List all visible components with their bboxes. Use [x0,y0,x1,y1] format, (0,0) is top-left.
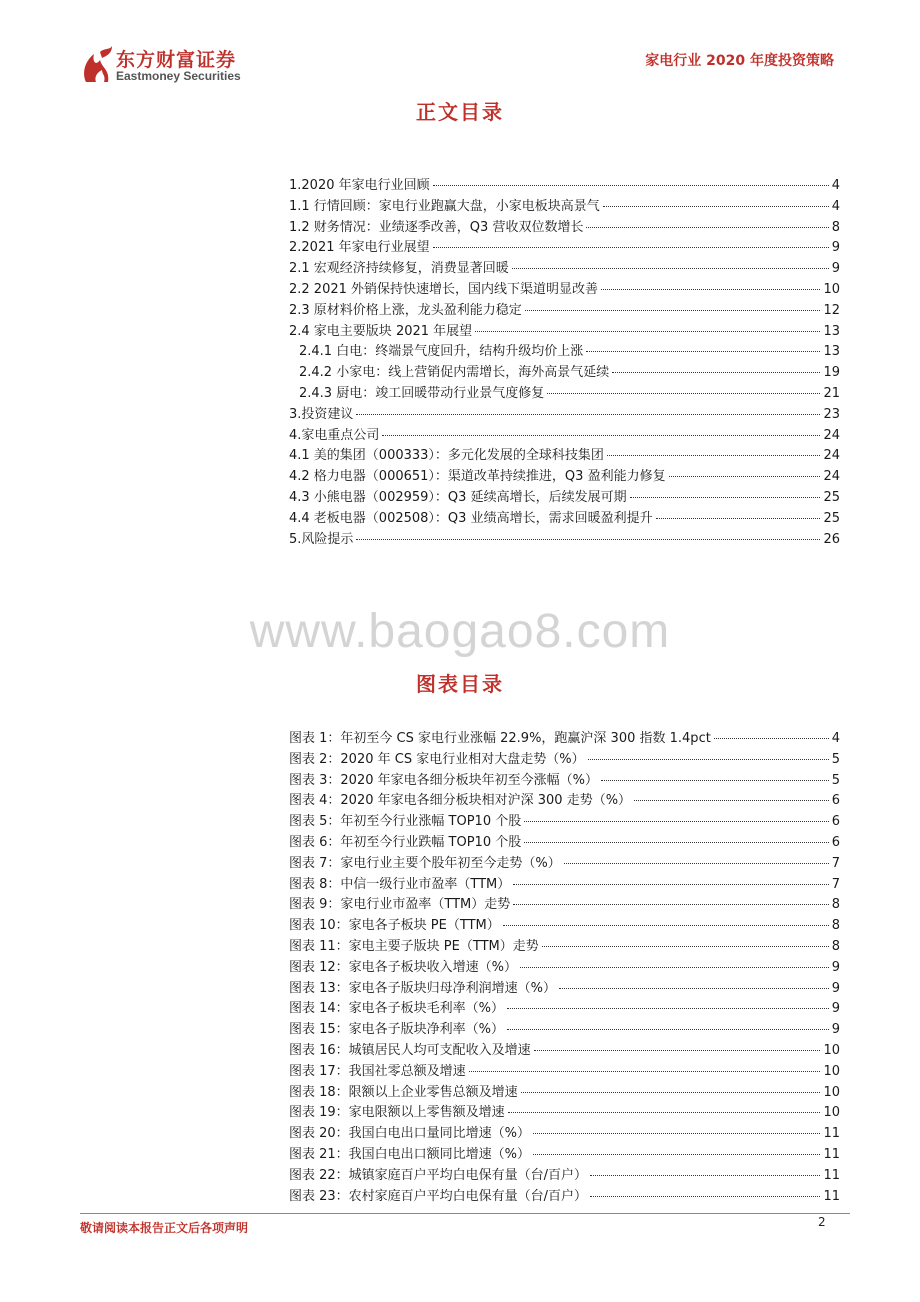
toc-entry-page: 21 [823,385,840,401]
toc-entry-text: 图表 16：城镇居民人均可支配收入及增速 [289,1042,531,1058]
toc-entry[interactable] [289,729,840,750]
toc-entry-page: 7 [831,855,840,871]
toc-entry-page: 24 [823,469,840,485]
page-header [0,0,920,100]
toc-entry-text: 2.4.2 小家电：线上营销促内需增长，海外高景气延续 [299,365,610,381]
toc-dot-leader [630,497,821,498]
toc-dot-leader [607,455,821,456]
toc-entry-page: 7 [831,876,840,892]
toc-entry[interactable] [289,958,840,979]
toc-entry[interactable] [289,979,840,1000]
toc-dot-leader [433,185,829,186]
toc-dot-leader [547,393,820,394]
toc-dot-leader [542,946,829,947]
toc-entry[interactable] [289,426,840,447]
eastmoney-logo [80,44,270,90]
content-toc-title: 正文目录 [416,100,504,124]
chart-toc-title: 图表目录 [416,672,504,696]
toc-entry-text: 图表 2：2020 年 CS 家电行业相对大盘走势（%） [289,751,585,767]
toc-entry-text: 2.4.1 白电：终端景气度回升，结构升级均价上涨 [299,344,584,360]
toc-dot-leader [524,821,828,822]
toc-entry-text: 图表 18：限额以上企业零售总额及增速 [289,1084,518,1100]
toc-entry-text: 2.3 原材料价格上涨，龙头盈利能力稳定 [289,302,522,318]
toc-entry-text: 图表 8：中信一级行业市盈率（TTM） [289,876,511,892]
toc-entry-page: 24 [823,448,840,464]
toc-entry-page: 9 [831,1001,840,1017]
toc-entry-page: 8 [831,219,840,235]
toc-dot-leader [507,1008,829,1009]
toc-entry[interactable] [289,750,840,771]
toc-entry-page: 24 [823,427,840,443]
toc-entry[interactable] [289,875,840,896]
toc-dot-leader [586,351,820,352]
chart-toc [289,729,840,1207]
toc-entry-text: 图表 1：年初至今 CS 家电行业涨幅 22.9%，跑赢沪深 300 指数 1.4pct [289,731,711,746]
toc-entry-text: 图表 15：家电各子版块净利率（%） [289,1022,505,1038]
toc-dot-leader [469,1071,821,1072]
toc-dot-leader [656,518,821,519]
disclaimer-note: 敬请阅读本报告正文后各项声明 [80,1221,249,1235]
toc-dot-leader [669,476,821,477]
toc-entry[interactable] [289,238,840,259]
toc-entry-text: 1.1 行情回顾：家电行业跑赢大盘，小家电板块高景气 [289,198,600,214]
toc-entry-text: 图表 21：我国白电出口额同比增速（%） [289,1146,531,1162]
toc-entry[interactable] [289,791,840,812]
toc-entry[interactable] [289,1041,840,1062]
toc-entry[interactable] [289,509,840,530]
toc-entry-page: 13 [823,344,840,360]
toc-entry[interactable] [289,833,840,854]
toc-entry[interactable] [289,1062,840,1083]
toc-entry[interactable] [289,1187,840,1208]
toc-entry-text: 2.4.3 厨电：竣工回暖带动行业景气度修复 [299,385,545,401]
toc-entry[interactable] [289,176,840,197]
toc-entry-page: 4 [831,198,840,214]
toc-dot-leader [588,759,829,760]
toc-entry[interactable] [289,1124,840,1145]
toc-entry[interactable] [289,1145,840,1166]
toc-dot-leader [513,884,828,885]
content-toc [289,176,840,550]
toc-entry-text: 图表 5：年初至今行业涨幅 TOP10 个股 [289,814,522,830]
toc-entry-page: 26 [823,531,840,547]
toc-dot-leader [503,925,829,926]
toc-entry-text: 5.风险提示 [289,531,354,547]
toc-entry-text: 图表 13：家电各子版块归母净利润增速（%） [289,980,557,996]
toc-entry-text: 1.2 财务情况：业绩逐季改善，Q3 营收双位数增长 [289,219,584,235]
toc-dot-leader [356,414,820,415]
toc-entry-text: 图表 11：家电主要子版块 PE（TTM）走势 [289,938,539,954]
toc-entry-text: 2.2 2021 外销保持快速增长，国内线下渠道明显改善 [289,281,599,297]
toc-entry-page: 9 [831,1022,840,1038]
toc-entry-page: 25 [823,489,840,505]
toc-entry-text: 2.1 宏观经济持续修复，消费显著回暖 [289,261,509,277]
toc-dot-leader [533,1133,820,1134]
toc-dot-leader [559,988,829,989]
toc-entry[interactable] [289,999,840,1020]
toc-entry[interactable] [289,301,840,322]
toc-dot-leader [586,227,828,228]
toc-entry-page: 8 [831,897,840,913]
toc-entry[interactable] [289,1020,840,1041]
toc-dot-leader [382,435,820,436]
toc-entry[interactable] [289,446,840,467]
toc-dot-leader [475,331,820,332]
footer-divider [80,1213,850,1214]
toc-entry-page: 6 [831,834,840,850]
watermark: www.baogao8.com [249,605,671,658]
toc-dot-leader [512,268,829,269]
toc-entry-page: 23 [823,406,840,422]
toc-entry[interactable] [289,218,840,239]
toc-entry[interactable] [289,259,840,280]
toc-entry-page: 5 [831,751,840,767]
toc-dot-leader [533,1154,820,1155]
toc-entry-text: 1.2020 年家电行业回顾 [289,178,430,193]
toc-entry-page: 4 [831,731,840,746]
toc-entry-page: 19 [823,365,840,381]
toc-entry-text: 图表 9：家电行业市盈率（TTM）走势 [289,897,511,913]
toc-entry-page: 11 [823,1167,840,1183]
toc-entry-page: 10 [823,1084,840,1100]
toc-entry[interactable] [289,854,840,875]
brand-name-cn: 东方财富证券 [116,49,237,71]
toc-entry[interactable] [289,384,840,405]
toc-entry-text: 4.2 格力电器（000651）：渠道改革持续推进，Q3 盈利能力修复 [289,469,666,485]
toc-dot-leader [601,289,820,290]
toc-dot-leader [520,967,829,968]
toc-entry-text: 图表 4：2020 年家电各细分板块相对沪深 300 走势（%） [289,793,632,809]
toc-entry-page: 25 [823,510,840,526]
toc-dot-leader [612,372,820,373]
toc-entry-page: 6 [831,814,840,830]
toc-entry[interactable] [289,916,840,937]
toc-entry-text: 图表 6：年初至今行业跌幅 TOP10 个股 [289,834,522,850]
toc-entry[interactable] [289,1166,840,1187]
toc-entry-page: 6 [831,793,840,809]
toc-entry-text: 图表 10：家电各子板块 PE（TTM） [289,918,500,934]
toc-entry-text: 图表 17：我国社零总额及增速 [289,1063,466,1079]
toc-entry-page: 8 [831,938,840,954]
report-title: 家电行业 2020 年度投资策略 [645,53,834,69]
toc-entry-page: 13 [823,323,840,339]
toc-entry-text: 图表 23：农村家庭百户平均白电保有量（台/百户） [289,1188,588,1204]
toc-entry-page: 9 [831,261,840,277]
toc-entry[interactable] [289,488,840,509]
brand-name-en: Eastmoney Securities [116,69,241,83]
toc-entry-page: 9 [831,240,840,256]
toc-dot-leader [433,247,829,248]
toc-entry[interactable] [289,937,840,958]
toc-entry-text: 图表 19：家电限额以上零售额及增速 [289,1105,505,1121]
toc-entry-text: 图表 12：家电各子板块收入增速（%） [289,959,518,975]
toc-entry-page: 11 [823,1126,840,1142]
toc-entry-page: 8 [831,918,840,934]
toc-entry-text: 4.4 老板电器（002508）：Q3 业绩高增长，需求回暖盈利提升 [289,510,653,526]
toc-entry[interactable] [289,895,840,916]
toc-entry[interactable] [289,467,840,488]
toc-entry-text: 3.投资建议 [289,406,354,422]
toc-dot-leader [524,842,828,843]
flame-logo-icon [80,44,114,84]
toc-entry-text: 图表 22：城镇家庭百户平均白电保有量（台/百户） [289,1167,588,1183]
toc-entry[interactable] [289,280,840,301]
toc-entry[interactable] [289,342,840,363]
toc-dot-leader [513,904,828,905]
page-number: 2 [818,1215,826,1229]
toc-dot-leader [601,780,829,781]
toc-entry[interactable] [289,1083,840,1104]
toc-dot-leader [634,800,829,801]
toc-dot-leader [603,206,829,207]
toc-dot-leader [590,1175,820,1176]
toc-dot-leader [508,1112,821,1113]
toc-entry[interactable] [289,405,840,426]
toc-dot-leader [534,1050,821,1051]
toc-entry-page: 4 [831,178,840,193]
toc-entry[interactable] [289,197,840,218]
toc-entry[interactable] [289,812,840,833]
toc-entry-page: 9 [831,980,840,996]
toc-entry-text: 4.1 美的集团（000333）：多元化发展的全球科技集团 [289,448,604,464]
toc-entry-page: 12 [823,302,840,318]
toc-entry-text: 图表 14：家电各子板块毛利率（%） [289,1001,505,1017]
toc-entry-text: 4.家电重点公司 [289,427,380,443]
toc-dot-leader [356,539,820,540]
toc-entry-page: 10 [823,1105,840,1121]
toc-entry[interactable] [289,322,840,343]
toc-entry[interactable] [289,771,840,792]
toc-dot-leader [714,738,829,739]
toc-dot-leader [507,1029,829,1030]
toc-entry-page: 11 [823,1146,840,1162]
toc-entry[interactable] [289,1103,840,1124]
toc-entry-text: 2.2021 年家电行业展望 [289,240,430,256]
toc-entry-text: 4.3 小熊电器（002959）：Q3 延续高增长，后续发展可期 [289,489,627,505]
toc-entry-page: 10 [823,1063,840,1079]
toc-dot-leader [525,310,821,311]
toc-entry-text: 图表 7：家电行业主要个股年初至今走势（%） [289,855,561,871]
toc-entry-page: 5 [831,772,840,788]
toc-dot-leader [564,863,829,864]
toc-entry[interactable] [289,363,840,384]
toc-dot-leader [521,1092,821,1093]
toc-dot-leader [590,1196,820,1197]
toc-entry-page: 9 [831,959,840,975]
toc-entry-text: 图表 3：2020 年家电各细分板块年初至今涨幅（%） [289,772,598,788]
toc-entry-page: 10 [823,281,840,297]
toc-entry-text: 图表 20：我国白电出口量同比增速（%） [289,1126,531,1142]
toc-entry-text: 2.4 家电主要版块 2021 年展望 [289,323,473,339]
toc-entry[interactable] [289,530,840,551]
toc-entry-page: 11 [823,1188,840,1204]
toc-entry-page: 10 [823,1042,840,1058]
